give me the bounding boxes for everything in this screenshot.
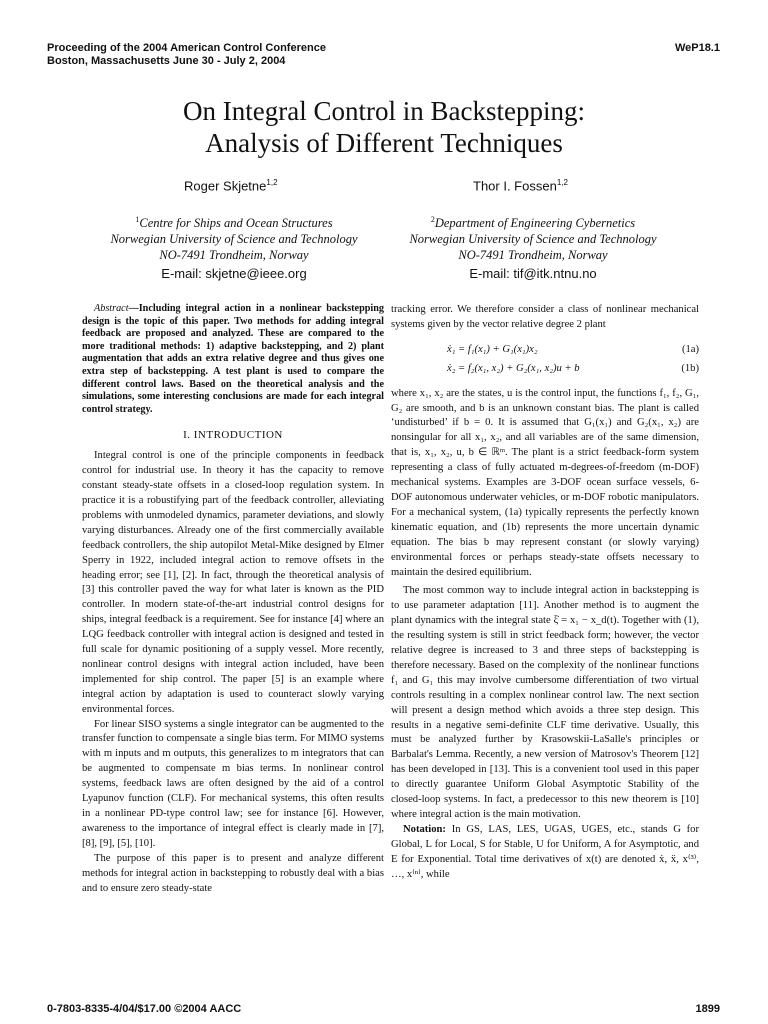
equation-body: ẋ₂ = f₂(x₁, x₂) + G₂(x₁, x₂)u + b bbox=[447, 362, 580, 374]
aff-line: Department of Engineering Cybernetics bbox=[434, 216, 636, 231]
paragraph: tracking error. We therefore consider a class of nonlinear mechanical systems given by the vector relative degree 2 plant bbox=[391, 304, 699, 330]
section-heading: I. INTRODUCTION bbox=[183, 429, 283, 442]
equation-body: ẋ₁ = f₁(x₁) + G₁(x₁)x₂ bbox=[447, 343, 538, 355]
aff-line: Norwegian University of Science and Technology bbox=[110, 232, 358, 247]
session-code: WeP18.1 bbox=[674, 42, 720, 54]
affiliation-1 bbox=[84, 212, 384, 263]
affiliation-2 bbox=[383, 212, 683, 263]
author-1 bbox=[184, 178, 278, 193]
proceeding-line: Proceeding of the 2004 American Control Conference bbox=[47, 42, 326, 54]
notation-paragraph bbox=[391, 823, 699, 883]
equation-label: (1b) bbox=[681, 362, 699, 374]
title-line-2: Analysis of Different Techniques bbox=[205, 128, 563, 158]
abstract-label: Abstract bbox=[94, 303, 129, 314]
author-sup: 1,2 bbox=[266, 178, 278, 187]
paragraph: where x₁, x₂ are the states, u is the control input, the functions f₁, f₂, G₁, G₂ are smooth, and b is an unknown constant bias. The plant is called ‘undisturbed’ if b = 0. It is assumed that G₁(x₁) and G₂(x₁, x₂) are nonsingular for all x₁, x₂, and all variables are of the same dimension, that is, x₁, x₂, u, b ∈ ℝᵐ. The plant is a strict feedback-form system representing a class of fully actuated m-degrees-of-freedom (m-DOF) mechanical systems. Examples are 3-DOF ocean surface vessels, 6-DOF autonomous underwater vehicles, or m-DOF robotic manipulators. For a mechanical system, (1a) typically represents the perfectly known kinematic equation, and (1b) represents the more uncertain dynamic equation. The bias b may represent constant (or slowly varying) environmental forces or perhaps steady-state offsets necessary to maintain the desired equilibrium. bbox=[391, 387, 699, 578]
paper-title bbox=[0, 95, 768, 159]
aff-line: Centre for Ships and Ocean Structures bbox=[139, 216, 333, 231]
abstract-text: —Including integral action in a nonlinear backstepping design is the topic of this paper. Two methods for adding integral feedback are proposed and analyzed. These are compared to the more traditional methods: 1) adaptive backstepping, and 2) plant augmentation that adds an extra relative degree and thus gives one extra step of backstepping. A test plant is used to compare the different control laws. Based on the theoretical analysis and the simulations, some interesting conclusions are made for each integral control strategy. bbox=[82, 303, 384, 415]
equation-1a bbox=[391, 343, 699, 358]
aff-sup: 2 bbox=[430, 215, 435, 224]
email-1: E-mail: skjetne@ieee.org bbox=[161, 266, 307, 281]
author-name: Roger Skjetne bbox=[184, 178, 267, 194]
aff-line: NO-7491 Trondheim, Norway bbox=[458, 248, 608, 263]
equation-label: (1a) bbox=[681, 343, 699, 355]
footer-isbn: 0-7803-8335-4/04/$17.00 ©2004 AACC bbox=[47, 1003, 242, 1015]
title-line-1: On Integral Control in Backstepping: bbox=[183, 96, 585, 126]
paragraph: For linear SISO systems a single integrator can be augmented to the transfer function to compensate a single bias term. For MIMO systems with m inputs and m outputs, this generalizes to m integrators that can be augmented to compensate m bias terms. In nonlinear control systems, feedback laws are often designed by the aid of a control Lyapunov function (CLF). For mechanical systems, this often results in a nonlinear PD-type control law; see for instance [6]. However, awareness to the importance of integral effect is clearly made in [7], [8], [9], [5], [10]. bbox=[82, 718, 384, 849]
aff-line: Norwegian University of Science and Technology bbox=[409, 232, 657, 247]
author-2 bbox=[473, 178, 568, 193]
aff-line: NO-7491 Trondheim, Norway bbox=[159, 248, 309, 263]
conference-header bbox=[47, 42, 326, 68]
paragraph: The purpose of this paper is to present and analyze different methods for integral action in backstepping to robustly deal with a bias and to ensure zero steady-state bbox=[82, 852, 384, 894]
right-column bbox=[391, 303, 699, 883]
location-line: Boston, Massachusetts June 30 - July 2, 2004 bbox=[47, 55, 286, 67]
equation-1b bbox=[391, 362, 699, 377]
paragraph: Integral control is one of the principle components in feedback control for industrial use. In theory it has the capacity to remove constant steady-state offsets in a closed-loop regulation system. In practice it is a robustifying part of the feedback controller, alleviating problems with unmodeled dynamics, parameter deviations, and slowly varying disturbances. Already one of the first commercially available feedback controllers, the ship autopilot Metal-Mike designed by Elmer Sperry in 1922, included integral action to remove offsets in the heading error; see [1], [2]. In fact, through the theoretical analysis of [3] this controller paved the way for what later is known as the PID controller. In modern state-of-the-art industrial control designs for ships, integral feedback is a requirement. See for instance [4] where an LQG feedback controller with integral action is designed and tested in full scale for dynamic positioning of a supply vessel. More recently, nonlinear control designs with integral action included, have been implemented for ship control. The paper [5] is an example where integral action by adaptation is used to counteract slowly varying environmental forces. bbox=[82, 450, 384, 715]
abstract bbox=[82, 303, 384, 416]
page-number: 1899 bbox=[695, 1003, 720, 1015]
author-sup: 1,2 bbox=[556, 178, 568, 187]
author-name: Thor I. Fossen bbox=[473, 178, 557, 194]
paragraph: The most common way to include integral action in backstepping is to use parameter adaptation [11]. Another method is to augment the plant dynamics with the integral state ξ̇ = x₁ − x_d(t). Together with (1), the resulting system is still in strict feedback form; however, the vector relative degree is increased to 3 and three steps of backstepping is therefore necessary. Based on the complexity of the nonlinear functions f₁ and G₁ this may involve cumbersome differentiation of two virtual controls resulting in a complex nonlinear control law. The next section will present a design method which avoids a three step design. This results in a negative semi-definite CLF time derivative. Usually, this must be analyzed further by Krasowskii-LaSalle's principles or Barbalat's Lemma. Recently, a new version of Matrosov's Theorem [12] has been developed in [13]. This is a convenient tool used in this paper to directly guarantee Uniform Global Asymptotic Stability of the closed-loop systems. In fact, a predecessor to this new theorem is [10] where integral action is the main motivation. bbox=[391, 585, 699, 820]
notation-text: In GS, LAS, LES, UGAS, UGES, etc., stands G for Global, L for Local, S for Stable, U for Uniform, A for Asymptotic, and E for Exponential. Total time derivatives of x(t) are denoted ẋ, ẍ, x⁽³⁾, …, x⁽ⁿ⁾, while bbox=[391, 823, 699, 880]
email-2: E-mail: tif@itk.ntnu.no bbox=[469, 266, 597, 281]
aff-sup: 1 bbox=[135, 215, 140, 224]
left-column bbox=[82, 303, 384, 896]
notation-label: Notation: bbox=[403, 823, 446, 835]
